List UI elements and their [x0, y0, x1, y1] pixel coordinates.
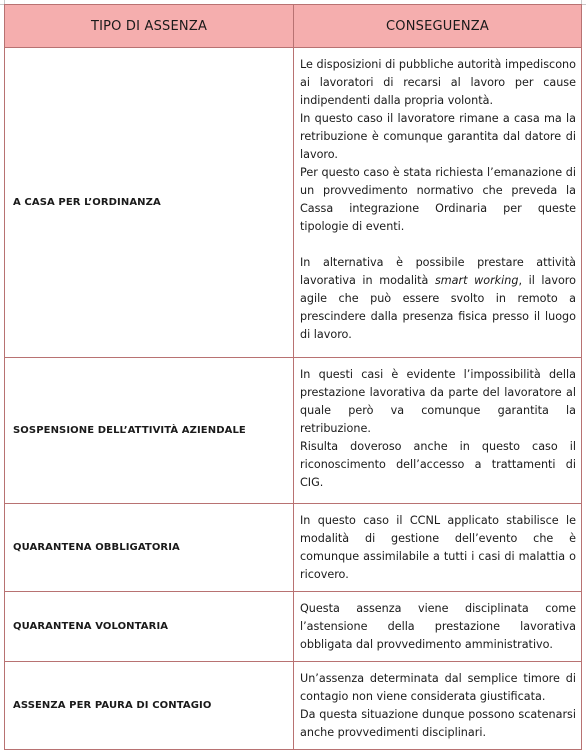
table-row	[5, 592, 582, 662]
consequence-paragraph: Risulta doveroso anche in questo caso il riconoscimento dell’accesso a trattamenti di CIG.	[300, 440, 576, 489]
table-row	[5, 504, 582, 592]
row-consequence	[294, 358, 582, 504]
table-row	[5, 662, 582, 750]
row-consequence	[294, 662, 582, 750]
header-tipo-di-assenza: TIPO DI ASSENZA	[5, 5, 294, 48]
absence-table-container	[4, 4, 581, 750]
absence-table	[4, 4, 582, 750]
header-conseguenza: CONSEGUENZA	[294, 5, 582, 48]
consequence-paragraph: In questo caso il lavoratore rimane a casa ma la retribuzione è comunque garantita dal datore di lavoro.	[300, 112, 576, 161]
smart-working-emphasis: smart working	[434, 274, 519, 287]
consequence-paragraph: Un’assenza determinata dal semplice timore di contagio non viene considerata giustificata.	[300, 672, 576, 703]
row-consequence	[294, 48, 582, 358]
row-consequence	[294, 592, 582, 662]
consequence-paragraph	[300, 254, 576, 344]
row-type-assenza-paura-contagio: ASSENZA PER PAURA DI CONTAGIO	[5, 662, 294, 750]
text-span: , il lavoro agile che può essere svolto in remoto a prescindere dalla presenza fisica presso il luogo di lavoro.	[300, 274, 576, 341]
consequence-paragraph: Questa assenza viene disciplinata come l’astensione della prestazione lavorativa obbligata dal provvedimento amministrativo.	[300, 602, 576, 651]
row-type-a-casa-per-ordinanza: A CASA PER L’ORDINANZA	[5, 48, 294, 358]
row-type-quarantena-volontaria: QUARANTENA VOLONTARIA	[5, 592, 294, 662]
table-header-row	[5, 5, 582, 48]
row-type-quarantena-obbligatoria: QUARANTENA OBBLIGATORIA	[5, 504, 294, 592]
row-type-sospensione-attivita: SOSPENSIONE DELL’ATTIVITÀ AZIENDALE	[5, 358, 294, 504]
consequence-paragraph: In questo caso il CCNL applicato stabilisce le modalità di gestione dell’evento che è comunque assimilabile a tutti i casi di malattia o ricovero.	[300, 514, 576, 581]
table-row	[5, 48, 582, 358]
text-span: In alternativa è possibile prestare attività lavorativa in modalità	[300, 256, 576, 287]
row-consequence	[294, 504, 582, 592]
table-row	[5, 358, 582, 504]
consequence-paragraph: In questi casi è evidente l’impossibilità della prestazione lavorativa da parte del lavoratore al quale però va comunque garantita la retribuzione.	[300, 368, 576, 435]
consequence-paragraph: Le disposizioni di pubbliche autorità impediscono ai lavoratori di recarsi al lavoro per cause indipendenti dalla propria volontà.	[300, 58, 576, 107]
consequence-paragraph: Per questo caso è stata richiesta l’emanazione di un provvedimento normativo che preveda la Cassa integrazione Ordinaria per queste tipologie di eventi.	[300, 166, 576, 233]
consequence-paragraph: Da questa situazione dunque possono scatenarsi anche provvedimenti disciplinari.	[300, 708, 576, 739]
